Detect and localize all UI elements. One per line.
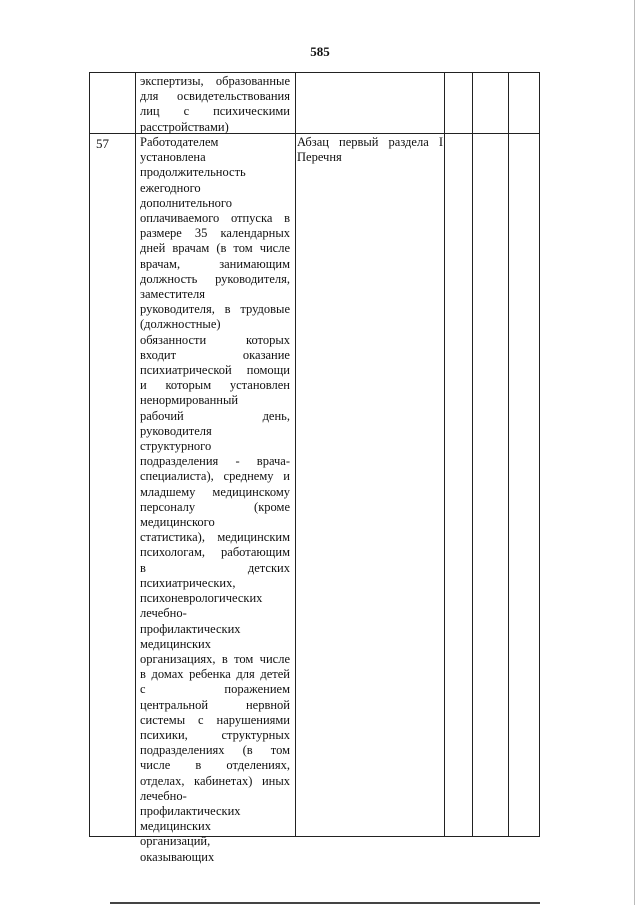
text-line: структурного <box>140 439 212 454</box>
text-line: младшему медицинскому <box>140 484 290 499</box>
text-line: в домах ребенка для детей <box>140 667 290 682</box>
text-line: расстройствами) <box>140 119 229 134</box>
text-line: лечебно- <box>140 606 187 621</box>
text-line: рабочий день, <box>140 408 290 423</box>
text-line: психологам, работающим <box>140 545 290 560</box>
text-line: оказывающих <box>140 849 215 864</box>
text-line: медицинских <box>140 819 211 834</box>
text-line: психиатрической помощи <box>140 363 290 378</box>
text-line: центральной нервной <box>140 697 290 712</box>
col-border-4 <box>472 72 473 837</box>
text-line: числе в отделениях, <box>140 758 290 773</box>
text-line: Работодателем <box>140 135 219 149</box>
col-border-1 <box>135 72 136 837</box>
text-line: подразделениях (в том <box>140 743 290 758</box>
page-number: 585 <box>310 44 330 59</box>
text-line: установлена <box>140 150 206 165</box>
text-line: организациях, в том числе <box>140 651 290 666</box>
text-line: статистика), медицинским <box>140 530 290 545</box>
text-line: лечебно- <box>140 788 187 803</box>
text-line: дней врачам (в том числе <box>140 241 290 256</box>
text-line: врачам, занимающим <box>140 256 290 271</box>
text-line: ежегодного <box>140 180 201 195</box>
text-line: для освидетельствования <box>140 89 290 104</box>
text-line: и которым установлен <box>140 378 290 393</box>
text-line: заместителя <box>140 287 205 302</box>
text-line: персоналу (кроме <box>140 499 290 514</box>
text-line: размере 35 календарных <box>140 226 290 241</box>
col-border-5 <box>508 72 509 837</box>
text-line: продолжительность <box>140 165 246 180</box>
text-line: оплачиваемого отпуска в <box>140 211 290 226</box>
text-line: психики, структурных <box>140 727 290 742</box>
col-border-3 <box>444 72 445 837</box>
text-line: специалиста), среднему и <box>140 469 290 484</box>
text-line: руководителя <box>140 423 212 438</box>
text-line: организаций, <box>140 834 211 849</box>
reference-cell <box>297 135 443 165</box>
text-line: дополнительного <box>140 195 232 210</box>
text-line: в детских <box>140 560 290 575</box>
continued-description-cell <box>140 74 290 135</box>
text-line: профилактических <box>140 803 241 818</box>
text-line: медицинского <box>140 515 215 530</box>
text-line: с поражением <box>140 682 290 697</box>
text-line: психоневрологических <box>140 591 263 606</box>
scan-bottom-edge <box>110 902 540 904</box>
text-line: лиц с психическими <box>140 104 290 119</box>
text-line: Перечня <box>297 150 342 165</box>
col-border-right <box>539 72 540 837</box>
text-line: Абзац первый раздела I <box>297 135 443 149</box>
text-line: экспертизы, образованные <box>140 74 290 88</box>
text-line: отделах, кабинетах) иных <box>140 773 290 788</box>
text-line: руководителя, в трудовые <box>140 302 290 317</box>
col-border-left <box>89 72 90 837</box>
row-number: 57 <box>96 136 109 151</box>
text-line: системы с нарушениями <box>140 712 290 727</box>
text-line: входит оказание <box>140 347 290 362</box>
text-line: должность руководителя, <box>140 271 290 286</box>
text-line: подразделения - врача- <box>140 454 290 469</box>
col-border-2 <box>295 72 296 837</box>
text-line: медицинских <box>140 636 211 651</box>
text-line: ненормированный <box>140 393 239 408</box>
description-cell <box>140 135 290 865</box>
scan-right-edge <box>634 0 635 905</box>
text-line: обязанности которых <box>140 332 290 347</box>
text-line: (должностные) <box>140 317 221 332</box>
text-line: профилактических <box>140 621 241 636</box>
text-line: психиатрических, <box>140 575 236 590</box>
